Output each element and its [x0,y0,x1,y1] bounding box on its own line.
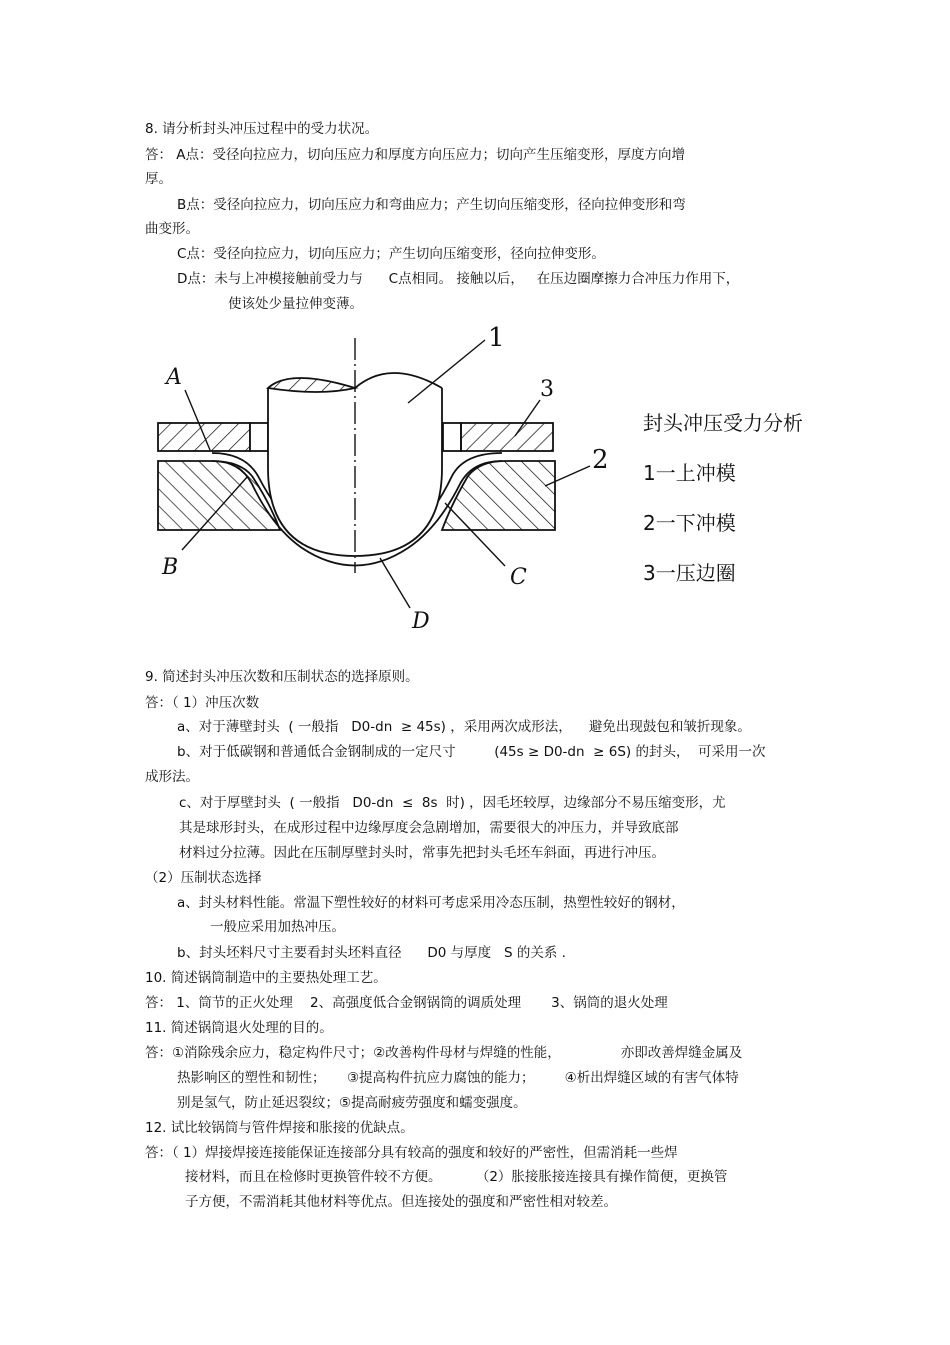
q8-answer-line: 使该处少量拉伸变薄。 [228,296,363,312]
q9-line: （2）压制状态选择 [145,870,262,886]
q9-line: 一般应采用加热冲压。 [210,919,345,935]
q11-line: 别是氢气，防止延迟裂纹；⑤提高耐疲劳强度和蠕变强度。 [177,1095,527,1111]
q11-line: 答：①消除残余应力，稳定构件尺寸；②改善构件母材与焊缝的性能， 亦即改善焊缝金属及 [145,1045,743,1061]
q9-line: a、对于薄壁封头 ( 一般指 D0-dn ≥ 45s) ，采用两次成形法， 避免出现鼓包和皱折现象。 [177,719,751,735]
legend-item-lower-die: 2一下冲模 [643,511,736,535]
figure-caption: 封头冲压受力分析 [643,411,803,435]
upper-punch-top-hatched [268,378,355,392]
blank-holder-right [461,423,553,451]
label-2: 2 [592,445,609,475]
q11-title: 11. 简述锅筒退火处理的目的。 [145,1020,333,1036]
q9-line: b、对于低碳钢和普通低合金钢制成的一定尺寸 (45s ≥ D0-dn ≥ 6S) 的封头， 可采用一次 [177,744,766,760]
lower-die-right [442,461,555,530]
legend-item-blank-holder: 3一压边圈 [643,561,736,585]
stamping-diagram [140,318,620,638]
q11-line: 热影响区的塑性和韧性； ③提高构件抗应力腐蚀的能力； ④析出焊缝区域的有害气体特 [177,1070,739,1086]
q9-line: a、封头材料性能。常温下塑性较好的材料可考虑采用冷态压制，热塑性较好的钢材， [177,895,685,911]
label-B: B [162,555,179,580]
q12-line: 答：（ 1）焊接焊接连接能保证连接部分具有较高的强度和较好的严密性，但需消耗一些焊 [145,1145,678,1161]
q9-line: 答：（ 1）冲压次数 [145,695,260,711]
blank-holder-left-gap [250,423,268,451]
leader-D [380,558,410,608]
q8-title: 8. 请分析封头冲压过程中的受力状况。 [145,121,379,137]
q9-line: 成形法。 [145,769,199,785]
label-D: D [412,609,430,634]
q10-answer: 答： 1、筒节的正火处理 2、高强度低合金钢锅筒的调质处理 3、锅筒的退火处理 [145,995,668,1011]
legend-item-upper-punch: 1一上冲模 [643,461,736,485]
lower-die-left [158,461,280,530]
q9-line: b、封头坯料尺寸主要看封头坯料直径 D0 与厚度 S 的关系 . [177,945,566,961]
q8-answer-line: 厚。 [145,171,172,187]
blank-holder-right-gap [443,423,461,451]
q8-answer-line: 答： A点：受径向拉应力，切向压应力和厚度方向压应力；切向产生压缩变形，厚度方向增 [145,147,686,163]
q9-title: 9. 简述封头冲压次数和压制状态的选择原则。 [145,669,419,685]
label-3: 3 [540,377,554,402]
q9-line: 材料过分拉薄。因此在压制厚壁封头时，常事先把封头毛坯车斜面，再进行冲压。 [179,845,665,861]
q12-line: 子方便，不需消耗其他材料等优点。但连接处的强度和严密性相对较差。 [185,1194,617,1210]
q8-answer-line: B点：受径向拉应力，切向压应力和弯曲应力；产生切向压缩变形，径向拉伸变形和弯 [177,197,686,213]
q8-answer-line: 曲变形。 [145,221,199,237]
label-C: C [510,565,527,590]
q8-answer-line: D点：未与上冲模接触前受力与 C点相同。 接触以后， 在压边圈摩擦力合冲压力作用下， [177,271,740,287]
q9-line: c、对于厚壁封头 ( 一般指 D0-dn ≤ 8s 时) ，因毛坯较厚，边缘部分不易压缩变形，尤 [179,795,726,811]
q12-line: 接材料，而且在检修时更换管件较不方便。 （2）胀接胀接连接具有操作简便，更换管 [185,1169,728,1185]
label-1: 1 [488,323,505,353]
q8-answer-line: C点：受径向拉应力，切向压应力；产生切向压缩变形，径向拉伸变形。 [177,246,605,262]
leader-1 [408,340,485,403]
q12-title: 12. 试比较锅筒与管件焊接和胀接的优缺点。 [145,1120,414,1136]
q9-line: 其是球形封头，在成形过程中边缘厚度会急剧增加，需要很大的冲压力，并导致底部 [179,820,679,836]
q10-title: 10. 简述锅筒制造中的主要热处理工艺。 [145,970,387,986]
label-A: A [166,365,182,390]
